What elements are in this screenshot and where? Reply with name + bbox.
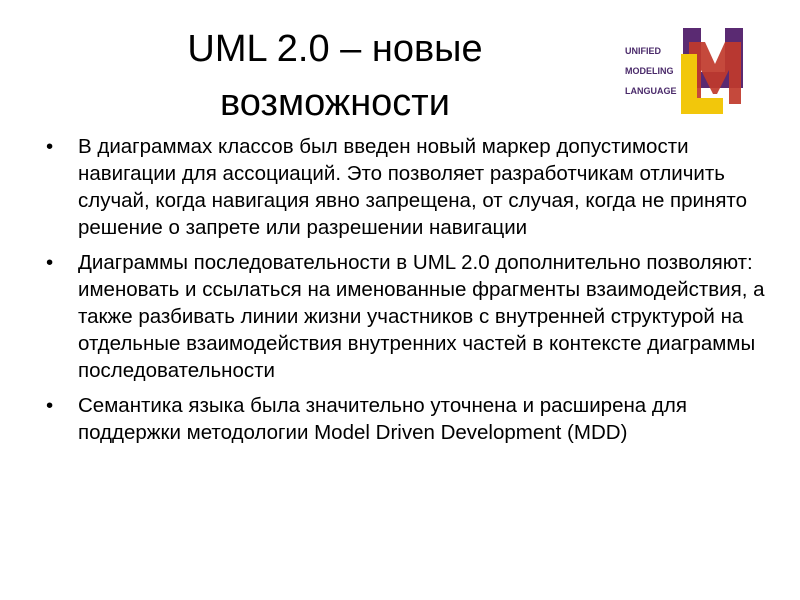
bullet-marker: • <box>46 135 54 158</box>
uml-logo-graphic <box>617 24 755 120</box>
bullet-item-3 <box>44 392 774 446</box>
logo-text-unified: UNIFIED <box>625 46 661 56</box>
bullet-text: Семантика языка была значительно уточнена и расширена для поддержки методологии Model Driven Development (MDD) <box>78 394 687 444</box>
bullet-item-2 <box>44 249 774 384</box>
uml-logo <box>617 24 755 120</box>
title-line-1: UML 2.0 – новые <box>187 28 483 70</box>
bullet-list <box>44 133 774 454</box>
bullet-item-1 <box>44 133 774 241</box>
bullet-text: В диаграммах классов был введен новый маркер допустимости навигации для ассоциаций. Это позволяет разработчикам отличить случай, когда навигация явно запрещена, от случая, когда не принято решение о запрете или разрешении навигации <box>78 135 747 239</box>
bullet-marker: • <box>46 394 54 417</box>
logo-text-language: LANGUAGE <box>625 86 677 96</box>
bullet-marker: • <box>46 251 54 274</box>
logo-text-modeling: MODELING <box>625 66 674 76</box>
title-line-2: возможности <box>220 82 450 124</box>
slide-title <box>140 22 530 130</box>
bullet-text: Диаграммы последовательности в UML 2.0 дополнительно позволяют: именовать и ссылаться на именованные фрагменты взаимодействия, а также разбивать линии жизни участников с внутренней структурой на отдельные взаимодействия внутренних частей в контексте диаграммы последовательности <box>78 251 765 382</box>
